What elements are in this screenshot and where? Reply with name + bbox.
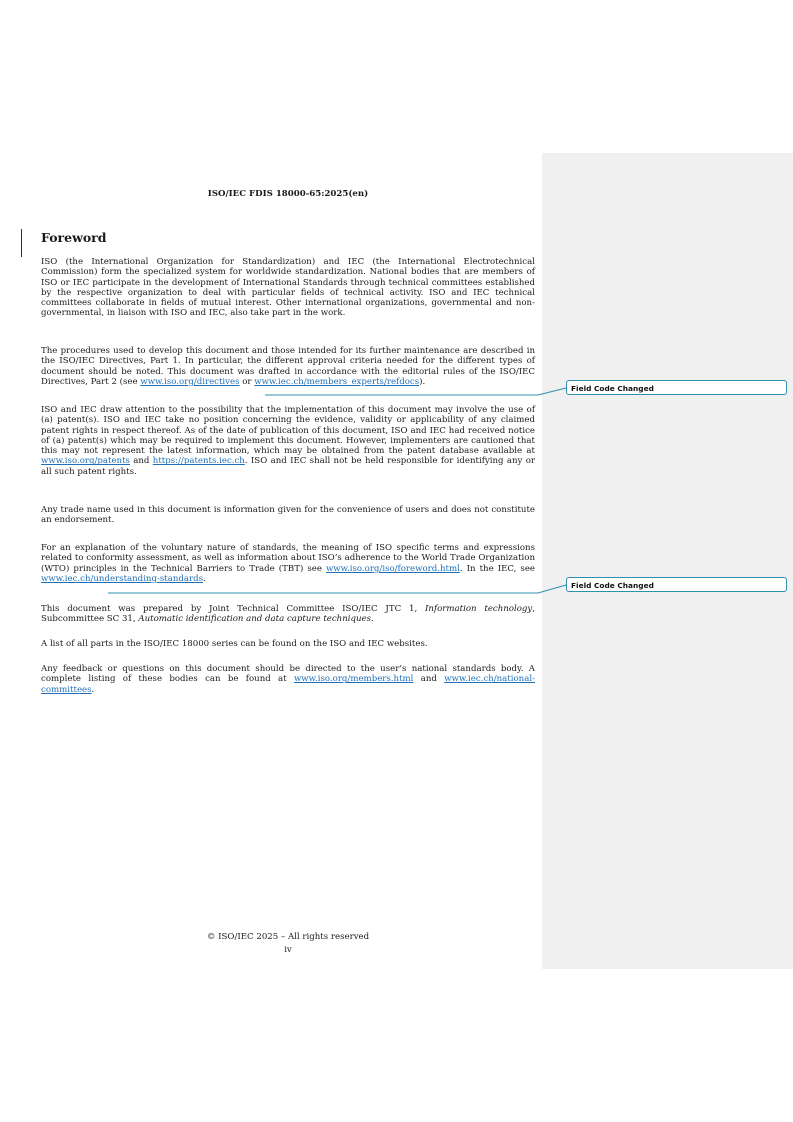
link-iso-directives[interactable]: www.iso.org/directives <box>140 376 240 387</box>
link-iec-national-committees[interactable]: www.iec.ch/national-committees <box>41 674 535 695</box>
text: and <box>413 674 445 685</box>
link-iec-patents[interactable]: https://patents.iec.ch <box>152 456 245 467</box>
link-iso-patents[interactable]: www.iso.org/patents <box>41 456 130 467</box>
paragraph-5 <box>41 543 535 584</box>
page-number: iv <box>284 945 292 955</box>
link-iso-members[interactable]: www.iso.org/members.html <box>293 674 414 685</box>
text: and <box>129 456 153 467</box>
subcommittee-name: Automatic identification and data capture techniques <box>138 614 372 625</box>
text: ISO and IEC draw attention to the possibility that the implementation of this document may involve the use of (a) patent(s). ISO and IEC take no position concerning the evidence, validity or applicability of any claimed patent rights in respect thereof. As of the date of publication of this document, ISO and IEC had received notice of (a) patent(s) which may be required to implement this document. However, implementers are cautioned that this may not represent the latest information, which may be obtained from the patent database available at <box>41 405 535 457</box>
text: . <box>91 684 95 695</box>
comment-connector-line-2 <box>108 585 566 593</box>
comment-balloon-field-code-changed[interactable]: Field Code Changed <box>566 380 787 395</box>
text: Any feedback or questions on this document should be directed to the user’s national standards body. A complete listing of these bodies can be found at <box>41 664 535 685</box>
section-title: Foreword <box>41 230 107 245</box>
text: ). <box>419 376 426 387</box>
text: The procedures used to develop this document and those intended for its further maintenance are described in the ISO/IEC Directives, Part 1. In particular, the different approval criteria needed for the different types of document should be noted. This document was drafted in accordance with the editorial rules of the ISO/IEC Directives, Part 2 (see <box>41 346 535 387</box>
document-header: ISO/IEC FDIS 18000-65:2025(en) <box>207 189 369 199</box>
comment-connector-line-1 <box>265 388 566 395</box>
text: . In the IEC, see <box>459 563 535 574</box>
paragraph-8 <box>41 664 535 695</box>
text: . <box>203 573 206 584</box>
paragraph-2 <box>41 346 535 387</box>
text: . <box>371 614 374 625</box>
copyright-notice: © ISO/IEC 2025 – All rights reserved <box>206 932 370 942</box>
paragraph-1: ISO (the International Organization for Standardization) and IEC (the International Electrotechnical Commission) form the specialized system for worldwide standardization. National bodies that are members of ISO or IEC participate in the development of International Standards through technical committees established by the respective organization to deal with particular fields of technical activity. ISO and IEC technical committees collaborate in fields of mutual interest. Other international organizations, governmental and non-governmental, in liaison with ISO and IEC, also take part in the work. <box>41 257 535 319</box>
link-iec-understanding-standards[interactable]: www.iec.ch/understanding-standards <box>41 573 204 584</box>
paragraph-3 <box>41 405 535 477</box>
link-iec-refdocs[interactable]: www.iec.ch/members_experts/refdocs <box>254 376 420 387</box>
link-iso-foreword[interactable]: www.iso.org/iso/foreword.html <box>325 563 460 574</box>
comment-pane <box>542 153 793 969</box>
text: This document was prepared by Joint Technical Committee ISO/IEC JTC 1, <box>41 604 425 614</box>
paragraph-4: Any trade name used in this document is information given for the convenience of users and does not constitute an endorsement. <box>41 505 535 526</box>
paragraph-6 <box>41 604 535 625</box>
text: For an explanation of the voluntary nature of standards, the meaning of ISO specific terms and expressions related to conformity assessment, as well as information about ISO’s adherence to the World Trade Organization (WTO) principles in the Technical Barriers to Trade (TBT) see <box>41 543 535 574</box>
text: . ISO and IEC shall not be held responsible for identifying any or all such patent rights. <box>41 456 536 477</box>
comment-balloon-field-code-changed[interactable]: Field Code Changed <box>566 577 787 592</box>
text: or <box>239 376 255 387</box>
committee-name: Information technology <box>425 604 533 614</box>
change-bar <box>21 229 22 257</box>
paragraph-7: A list of all parts in the ISO/IEC 18000 series can be found on the ISO and IEC websites. <box>41 639 428 649</box>
text: , Subcommittee SC 31, <box>41 604 535 625</box>
